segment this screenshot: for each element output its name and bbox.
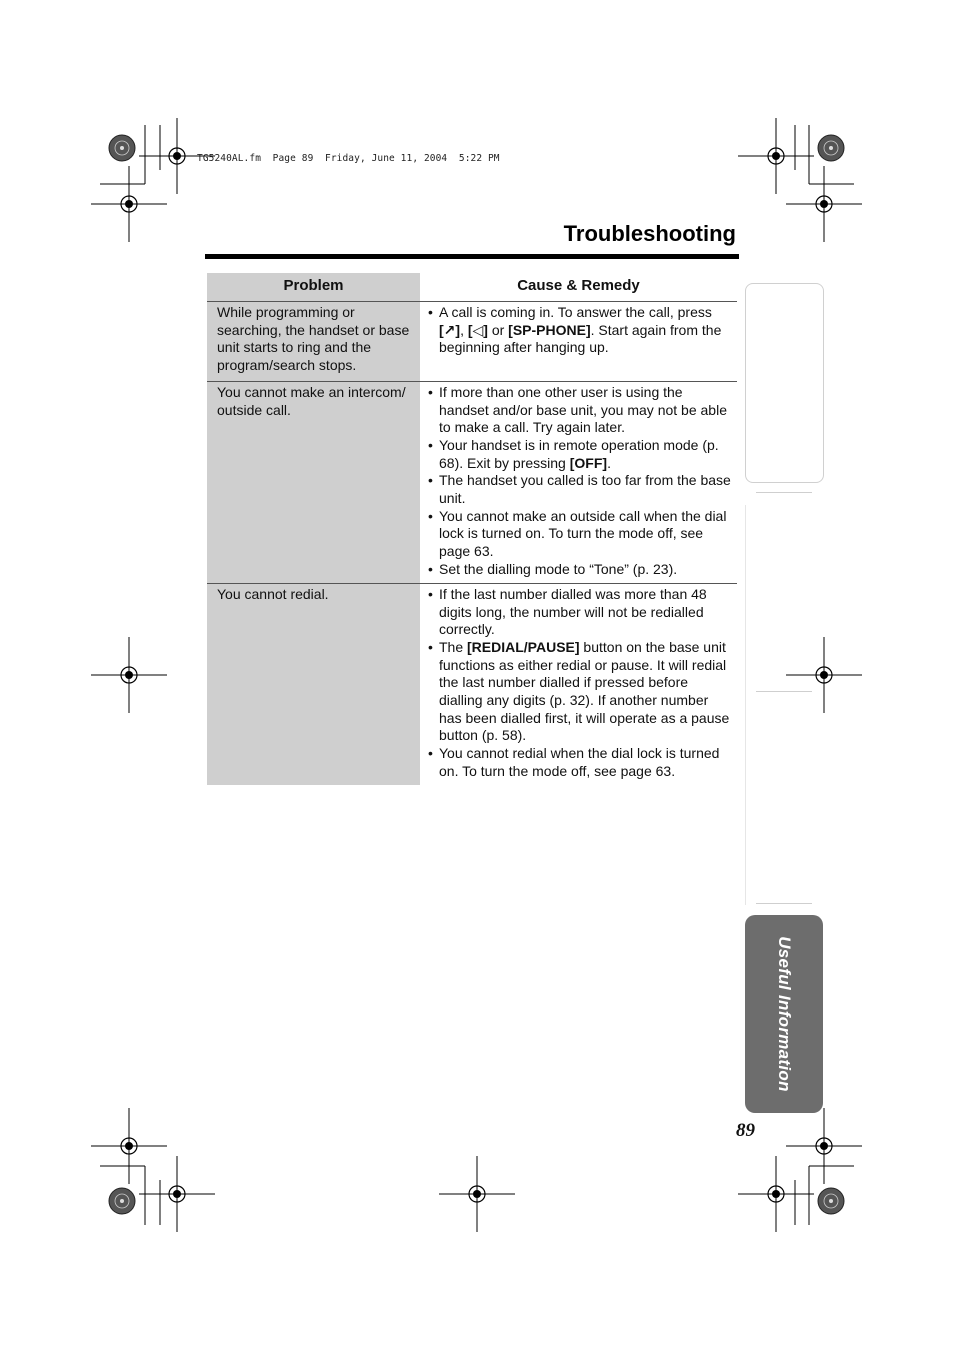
header-cause: Cause & Remedy <box>420 273 737 302</box>
table-row <box>207 381 737 583</box>
side-divider <box>756 492 812 493</box>
problem-text: While programming or searching, the handset or base unit starts to ring and the program/search stops. <box>217 304 410 374</box>
title-rule <box>205 254 739 259</box>
cause-list <box>420 302 737 361</box>
speaker-key-icon: [◁] <box>467 321 488 338</box>
table-row <box>207 302 737 382</box>
side-divider <box>756 903 812 904</box>
cause-item: • If the last number dialled was more than 48 digits long, the number will not be redialled correctly. <box>428 586 731 639</box>
sp-phone-key: [SP-PHONE] <box>508 321 591 338</box>
cause-item: • The [REDIAL/PAUSE] button on the base unit functions as either redial or pause. It will redial the last number dialled if pressed before dialling any digits (p. 32). If another number has been dialled first, it will operate as a pause button (p. 58). <box>428 639 731 745</box>
off-key: [OFF] <box>569 454 608 471</box>
side-divider <box>756 691 812 692</box>
cause-item: • You cannot make an outside call when the dial lock is turned on. To turn the mode off, see page 63. <box>428 508 731 561</box>
cause-item: • Your handset is in remote operation mode (p. 68). Exit by pressing [OFF]. <box>428 437 731 472</box>
cause-item: • Set the dialling mode to “Tone” (p. 23). <box>428 561 731 579</box>
redial-pause-key: [REDIAL/PAUSE] <box>467 638 580 655</box>
problem-text: You cannot redial. <box>217 585 329 602</box>
cause-list <box>420 382 737 583</box>
table-header-row <box>207 273 737 302</box>
cause-item: • If more than one other user is using the handset and/or base unit, you may not be able to make a call. Try again later. <box>428 384 731 437</box>
table-row <box>207 583 737 785</box>
cause-list <box>420 584 737 785</box>
cause-item: • The handset you called is too far from the base unit. <box>428 472 731 507</box>
print-header: TG5240AL.fm Page 89 Friday, June 11, 2004 5:22 PM <box>197 153 500 164</box>
page-number: 89 <box>736 1120 755 1141</box>
side-index-box <box>745 283 824 483</box>
cause-item: • You cannot redial when the dial lock is turned on. To turn the mode off, see page 63. <box>428 745 731 780</box>
troubleshooting-table <box>207 273 737 785</box>
header-problem: Problem <box>207 273 420 302</box>
problem-text: You cannot make an intercom/ outside call. <box>217 383 406 418</box>
section-tab-label: Useful Information <box>775 936 794 1092</box>
side-index-strip <box>745 505 823 905</box>
page-title: Troubleshooting <box>563 221 736 246</box>
cause-item: • A call is coming in. To answer the call, press [↗], [◁] or [SP-PHONE]. Start again from the beginning after hanging up. <box>428 304 731 357</box>
talk-key-icon: [↗] <box>439 321 461 338</box>
